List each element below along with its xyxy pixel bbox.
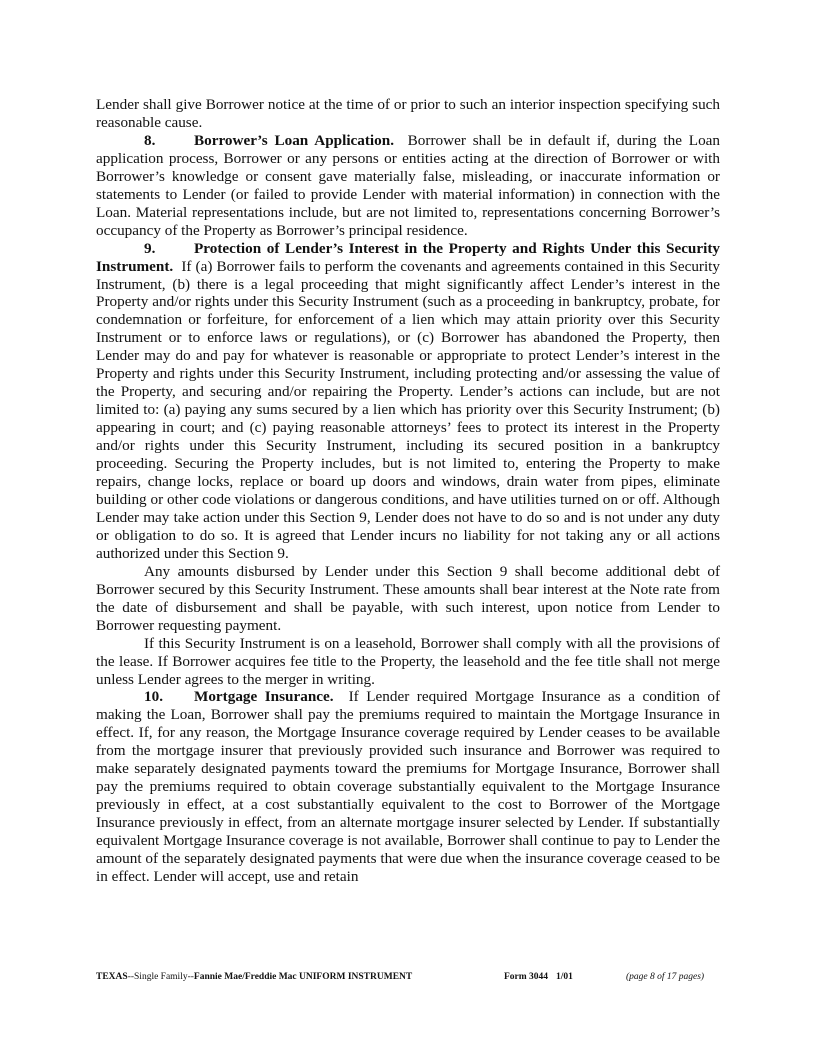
- section-number: 9.: [144, 239, 156, 257]
- section-heading: Borrower’s Loan Application.: [194, 131, 394, 149]
- footer-page-number: (page 8 of 17 pages): [626, 972, 705, 982]
- paragraph-indented: Any amounts disbursed by Lender under this Section 9 shall become additional debt of Borrower secured by this Security Instrument. These amounts shall bear interest at the Note rate from the date of disbursement and shall be payable, with such interest, upon notice from Lender to Borrower requesting payment.: [96, 562, 720, 634]
- footer-form-number: Form 3044: [504, 972, 549, 982]
- footer-state: TEXAS: [96, 972, 128, 982]
- footer-type: Single Family: [134, 972, 188, 982]
- section-8: [96, 132, 720, 240]
- paragraph-continuation: Lender shall give Borrower notice at the time of or prior to such an interior inspection specifying such reasonable cause.: [96, 96, 720, 131]
- section-text: If Lender required Mortgage Insurance as a condition of making the Loan, Borrower shall pay the premiums required to maintain the Mortgage Insurance in effect. If, for any reason, the Mortgage Insurance coverage required by Lender ceases to be available from the mortgage insurer that previously provided such insurance and Borrower was required to make separately designated payments toward the premiums for Mortgage Insurance, Borrower shall pay the premiums required to obtain coverage substantially equivalent to the Mortgage Insurance previously in effect, at a cost substantially equivalent to the cost to Borrower of the Mortgage Insurance previously in effect, from an alternate mortgage insurer selected by Lender. If substantially equivalent Mortgage Insurance coverage is not available, Borrower shall continue to pay to Lender the amount of the separately designated payments that were due when the insurance coverage ceased to be in effect. Lender will accept, use and retain: [96, 688, 721, 885]
- section-text: If (a) Borrower fails to perform the covenants and agreements contained in this Security Instrument, (b) there is a legal proceeding that might significantly affect Lender’s interest in the Property and/or rights under this Security Instrument (such as a proceeding in bankruptcy, probate, for condemnation or forfeiture, for enforcement of a lien which may attain priority over this Security Instrument or to enforce laws or regulations), or (c) Borrower has abandoned the Property, then Lender may do and pay for whatever is reasonable or appropriate to protect Lender’s interest in the Property and rights under this Security Instrument, including protecting and/or assessing the value of the Property, and securing and/or repairing the Property. Lender’s actions can include, but are not limited to: (a) paying any sums secured by a lien which has priority over this Security Instrument; (b) appearing in court; and (c) paying reasonable attorneys’ fees to protect its interest in the Property and/or rights under this Security Instrument, including its secured position in a bankruptcy proceeding. Securing the Property includes, but is not limited to, entering the Property to make repairs, change locks, replace or board up doors and windows, drain water from pipes, eliminate building or other code violations or dangerous conditions, and have utilities turned on or off. Although Lender may take action under this Section 9, Lender does not have to do so and is not under any duty or obligation to do so. It is agreed that Lender incurs no liability for not taking any or all actions authorized under this Section 9.: [96, 257, 720, 562]
- document-body: [96, 96, 720, 886]
- section-10: [96, 688, 720, 885]
- section-9: [96, 240, 720, 563]
- footer-separator: --: [127, 972, 135, 982]
- footer-instrument-name: Fannie Mae/Freddie Mac UNIFORM INSTRUMENT: [193, 972, 413, 982]
- section-heading: Mortgage Insurance.: [194, 688, 334, 706]
- footer-instrument: [96, 972, 412, 982]
- footer-separator: --: [187, 972, 194, 982]
- footer-form-date: 1/01: [556, 972, 573, 982]
- section-number: 10.: [144, 688, 163, 706]
- paragraph-indented: If this Security Instrument is on a leasehold, Borrower shall comply with all the provisions of the lease. If Borrower acquires fee title to the Property, the leasehold and the fee title shall not merge unless Lender agrees to the merger in writing.: [96, 634, 720, 688]
- section-number: 8.: [144, 131, 156, 149]
- section-heading: Protection of Lender’s Interest in the Property and Rights Under this Security Instrument.: [96, 239, 720, 275]
- section-text: Borrower shall be in default if, during the Loan application process, Borrower or any persons or entities acting at the direction of Borrower or with Borrower’s knowledge or consent gave materially false, misleading, or inaccurate information or statements to Lender (or failed to provide Lender with material information) in connection with the Loan. Material representations include, but are not limited to, representations concerning Borrower’s occupancy of the Property as Borrower’s principal residence.: [96, 131, 721, 239]
